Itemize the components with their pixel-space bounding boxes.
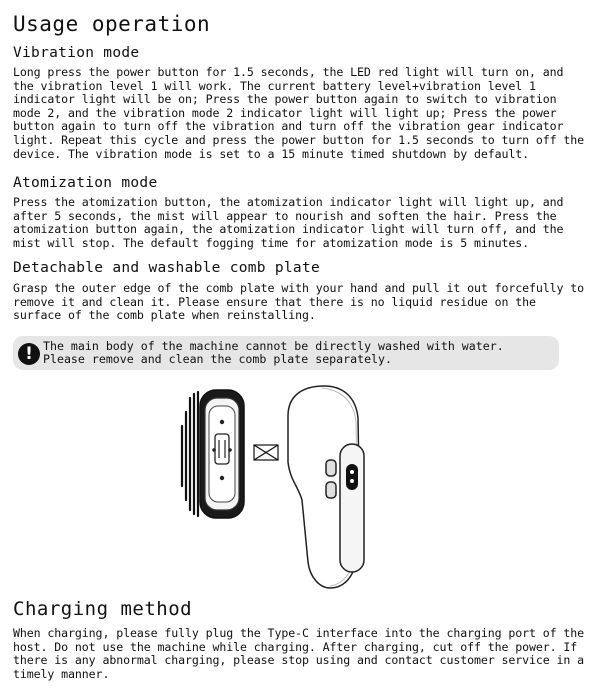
no-wash-icon	[254, 445, 278, 460]
atomization-mode-heading: Atomization mode	[13, 175, 158, 191]
machine-body-illustration	[288, 386, 364, 588]
warning-text	[43, 340, 504, 367]
warning-line-1: The main body of the machine cannot be directly washed with water.	[43, 339, 504, 353]
comb-plate-illustration	[182, 390, 244, 518]
comb-plate-text: Grasp the outer edge of the comb plate with your hand and pull it out forcefully to remove it and clean it. Please ensure that there is no liquid residue on the surface of the comb plate when reinstalling.	[13, 281, 585, 323]
charging-method-heading: Charging method	[13, 598, 193, 620]
vibration-mode-heading: Vibration mode	[13, 45, 140, 61]
vibration-mode-text: Long press the power button for 1.5 seconds, the LED red light will turn on, and the vibration level 1 will work. The current battery level+vibration level 1 indicator light will be on; Press the power button again to switch to vibration mode 2, and the vibration mode 2 indicator light will light up; Press the power button again to turn off the vibration and turn off the vibration gear indicator light. Repeat this cycle and press the power button for 1.5 seconds to turn off the device. The vibration mode is set to a 15 minute timed shutdown by default.	[13, 65, 585, 161]
exclamation-icon: !	[18, 343, 40, 365]
page-title: Usage operation	[13, 12, 211, 36]
device-illustration	[170, 382, 400, 594]
warning-note	[13, 336, 559, 370]
comb-plate-heading: Detachable and washable comb plate	[13, 260, 321, 276]
warning-line-2: Please remove and clean the comb plate separately.	[43, 352, 393, 367]
charging-method-text: When charging, please fully plug the Type-C interface into the charging port of the host. Do not use the machine while charging. After charging, cut off the power. If there is any abnormal charging, please stop using and contact customer service in a timely manner.	[13, 626, 585, 681]
atomization-mode-text: Press the atomization button, the atomization indicator light will light up, and after 5 seconds, the mist will appear to nourish and soften the hair. Press the atomization button again, the atomization indicator light will turn off, and the mist will stop. The default fogging time for atomization mode is 5 minutes.	[13, 195, 564, 250]
